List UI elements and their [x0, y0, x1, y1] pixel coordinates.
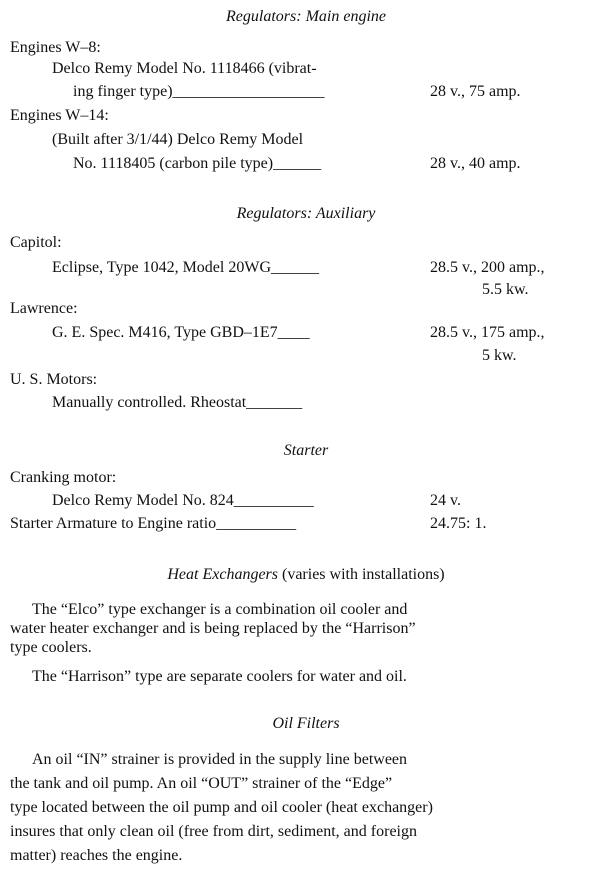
ratio-value: 24.75: 1. — [430, 515, 487, 532]
heading-heat-exchangers-note: (varies with installations) — [278, 566, 445, 583]
heat-para1-line3: type coolers. — [10, 639, 92, 656]
heat-para1-line1: The “Elco” type exchanger is a combination oil cooler and — [32, 601, 408, 618]
oil-para-line4: insures that only clean oil (free from dirt, sediment, and foreign — [10, 823, 417, 840]
heat-para2-line1: The “Harrison” type are separate coolers for water and oil. — [32, 668, 407, 685]
oil-para-line2: the tank and oil pump. An oil “OUT” strainer of the “Edge” — [10, 775, 393, 792]
heading-heat-exchangers — [0, 565, 612, 584]
w14-desc-line2: No. 1118405 (carbon pile type)______ — [73, 155, 322, 172]
cranking-value: 24 v. — [430, 492, 461, 509]
oil-para-line3: type located between the oil pump and oil cooler (heat exchanger) — [10, 799, 433, 816]
heat-exchangers-paragraph-1 — [10, 600, 604, 657]
cranking-desc: Delco Remy Model No. 824__________ — [52, 492, 314, 509]
capitol-value-line2: 5.5 kw. — [482, 281, 529, 298]
heat-exchangers-paragraph-2 — [10, 667, 604, 686]
capitol-desc: Eclipse, Type 1042, Model 20WG______ — [52, 259, 319, 276]
engines-w14-label: Engines W–14: — [10, 107, 109, 124]
heading-starter: Starter — [283, 442, 329, 459]
w8-value: 28 v., 75 amp. — [430, 83, 521, 100]
capitol-label: Capitol: — [10, 234, 62, 251]
heading-heat-exchangers-title: Heat Exchangers — [167, 566, 278, 583]
us-motors-desc: Manually controlled. Rheostat_______ — [52, 394, 303, 411]
heading-oil-filters: Oil Filters — [272, 715, 340, 732]
lawrence-value-line1: 28.5 v., 175 amp., — [430, 324, 545, 341]
lawrence-value-line2: 5 kw. — [482, 347, 517, 364]
oil-para-line1: An oil “IN” strainer is provided in the supply line between — [32, 751, 408, 768]
us-motors-label: U. S. Motors: — [10, 371, 98, 388]
w8-desc-line2: ing finger type)___________________ — [73, 83, 325, 100]
heading-regulators-main: Regulators: Main engine — [226, 8, 386, 25]
w14-desc-line1: (Built after 3/1/44) Delco Remy Model — [52, 131, 304, 148]
cranking-motor-label: Cranking motor: — [10, 469, 117, 486]
oil-para-line5: matter) reaches the engine. — [10, 847, 183, 864]
lawrence-label: Lawrence: — [10, 300, 78, 317]
capitol-value-line1: 28.5 v., 200 amp., — [430, 259, 545, 276]
w8-desc-line1: Delco Remy Model No. 1118466 (vibrat- — [52, 60, 317, 77]
heading-regulators-aux: Regulators: Auxiliary — [236, 205, 376, 222]
ratio-desc: Starter Armature to Engine ratio__________ — [10, 515, 297, 532]
engines-w8-label: Engines W–8: — [10, 39, 101, 56]
lawrence-desc: G. E. Spec. M416, Type GBD–1E7____ — [52, 324, 310, 341]
heat-para1-line2: water heater exchanger and is being replaced by the “Harrison” — [10, 620, 416, 637]
w14-value: 28 v., 40 amp. — [430, 155, 521, 172]
oil-filters-paragraph — [10, 748, 604, 868]
